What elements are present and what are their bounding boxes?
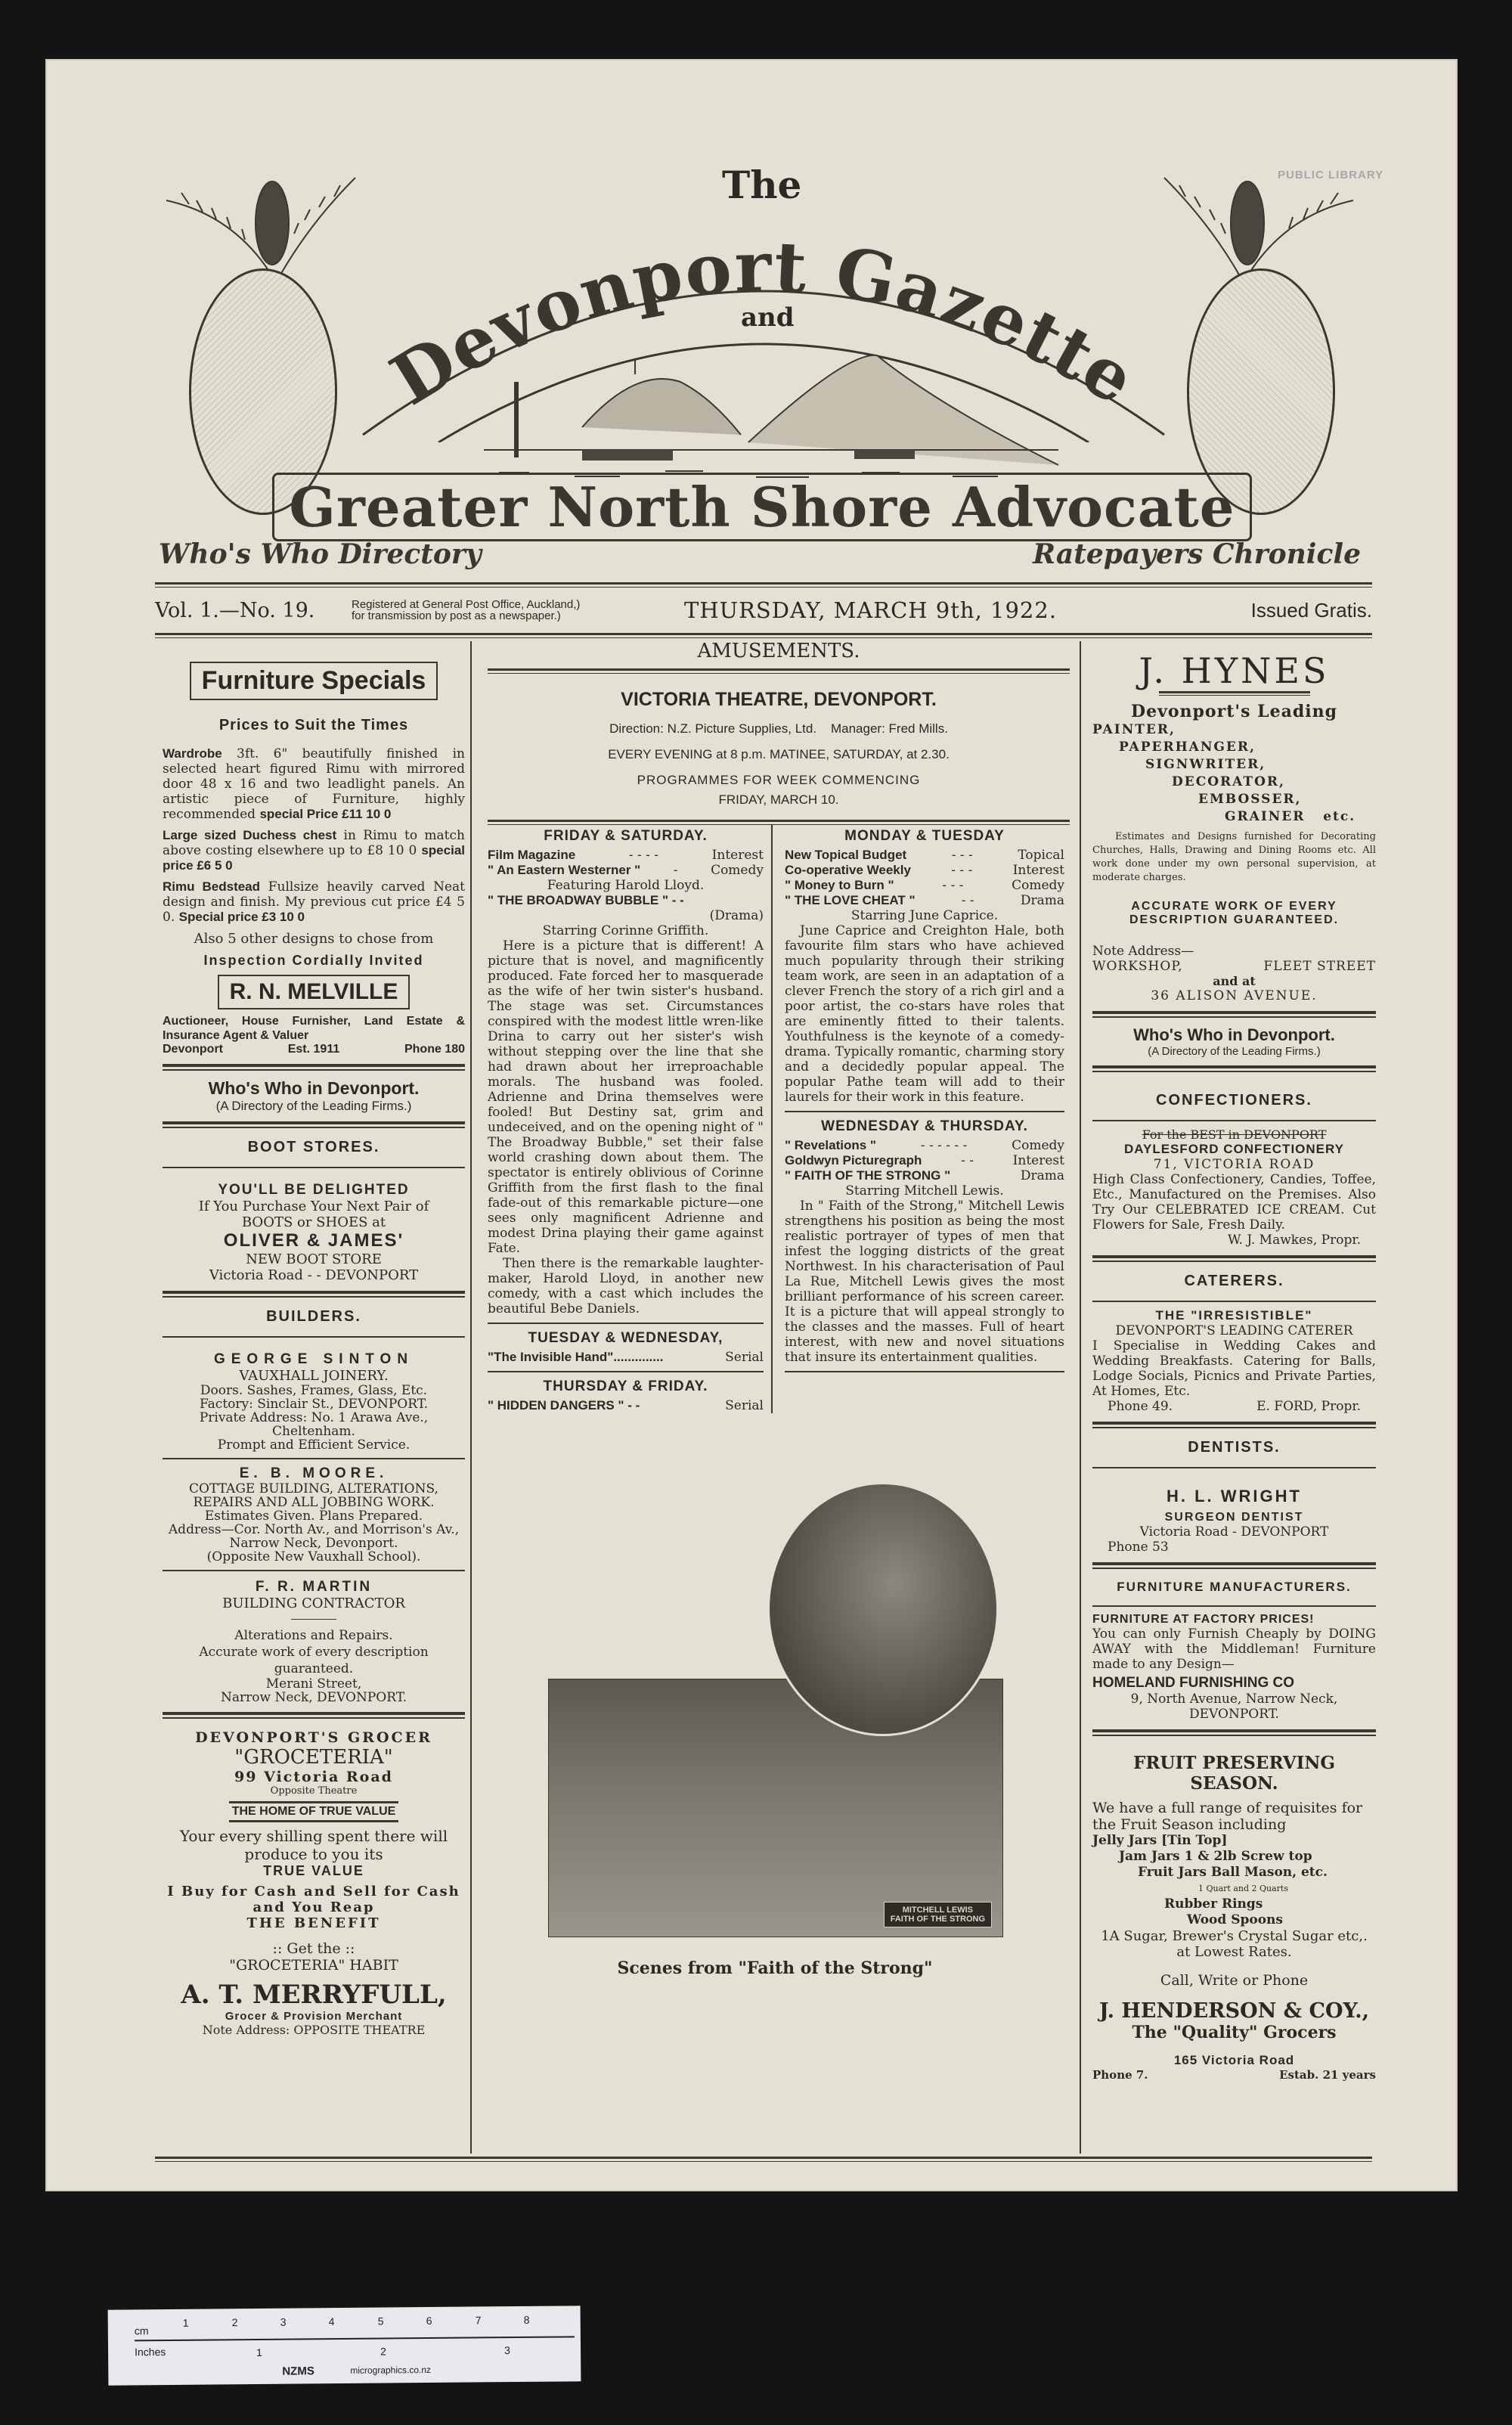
film-listing: " FAITH OF THE STRONG " Drama <box>785 1168 1064 1183</box>
film-listing: Goldwyn Picturegraph - - Interest <box>785 1153 1064 1168</box>
film-still-embrace-oval <box>767 1482 999 1736</box>
film-review: In " Faith of the Strong," Mitchell Lewis strengthens his position as being the most realistic portrayer of types of men that infest the logging districts of the great Northwest. In his characterisation of Paul La Rue, Mitchell Lewis gives the most brilliant performance of his screen career. It is a picture that will appeal strongly to the classes and the masses. Full of heart interest, with new and novel situations that insure its entertainment qualities. <box>785 1199 1064 1365</box>
issue-price: Issued Gratis. <box>1250 598 1372 622</box>
section-confectioners: CONFECTIONERS. <box>1156 1092 1312 1109</box>
whos-who-title: Who's Who in Devonport. <box>208 1078 420 1098</box>
section-boot-stores: BOOT STORES. <box>247 1139 380 1155</box>
divider <box>163 1570 465 1571</box>
divider <box>785 1111 1064 1112</box>
divider <box>1092 1729 1376 1736</box>
column-divider <box>1080 641 1081 2154</box>
column-divider <box>470 641 472 2154</box>
registration-notice: Registered at General Post Office, Auckland,) for transmission by post as a newspaper.) <box>352 598 581 622</box>
whos-who-title: Who's Who in Devonport. <box>1133 1025 1335 1044</box>
divider <box>1092 1467 1376 1468</box>
whos-who-subtitle: (A Directory of the Leading Firms.) <box>1148 1045 1321 1058</box>
programme-right: MONDAY & TUESDAY New Topical Budget - - - Topical Co-operative Weekly - - - Interest " Money to Burn " - - - Comedy " THE LOVE CHEAT " - - Drama Starring June Caprice. June Caprice and Creighton Hale, both favourite film stars who have achieved much popularity through their striking team work, are seen in an adaptation of a clever French the story of a rich girl and a poor artist, the co-stars have roles that are eminently fitted to their talents. Youthfulness is the keynote of a comedy-drama. Typically romantic, charming story and a decidedly popular appeal. The popular Pathe team will add to their laurels for their work in this feature. WEDNESDAY & THURSDAY. " Revelations " - - - - - - Comedy Goldwyn Picturegraph - - Interest " FAITH OF THE STRONG " Drama Starring Mitchell Lewis. In " Faith of the Strong," Mitchell Lewis strengthens his position as being the most realistic portrayer of types of men that infest the logging districts of the great Northwest. In his characterisation of Paul La Rue, Mitchell Lewis gives the most brilliant performance of his screen career. It is a picture that will appeal strongly to the classes and the masses. Full of heart interest, with new and novel situations that insure its entertainment qualities. <box>785 825 1064 1413</box>
furniture-tagline: Prices to Suit the Times <box>218 717 409 733</box>
sinton-ad: GEORGE SINTON VAUXHALL JOINERY. Doors. Sashes, Frames, Glass, Etc. Factory: Sinclair St., DEVONPORT. Private Address: No. 1 Arawa Ave., Cheltenham. Prompt and Efficient Service. <box>199 1351 429 1453</box>
film-review: June Caprice and Creighton Hale, both favourite film stars who have achieved much popularity through their striking team work, are seen in an adaptation of a clever French the story of a rich girl and a poor artist, the co-stars have roles that are eminently fitted to their talents. Youthfulness is the keynote of a comedy-drama. Typically romantic, charming story and a decidedly popular appeal. The popular Pathe team will add to their laurels for their work in this feature. <box>785 923 1064 1105</box>
left-column <box>163 635 465 2037</box>
masthead-the: The <box>722 163 802 207</box>
divider <box>488 1323 764 1324</box>
fern-bird-right-icon <box>1149 170 1361 284</box>
firm-melville: R. N. MELVILLE <box>218 975 411 1009</box>
divider <box>488 820 1070 825</box>
firm-hynes: J. HYNES <box>1139 650 1330 691</box>
theatre-name: VICTORIA THEATRE, DEVONPORT. <box>621 689 937 710</box>
masthead-banner: Greater North Shore Advocate <box>272 473 1252 541</box>
furniture-item: Wardrobe 3ft. 6" beautifully finished in selected heart figured Rimu with mirrored door 48 x 16 and two leadlight panels. An artistic piece of Furniture, highly recommended special Price £11 10 0 <box>163 746 465 822</box>
theatre-management: Direction: N.Z. Picture Supplies, Ltd. Manager: Fred Mills. <box>609 721 948 736</box>
show-times: EVERY EVENING at 8 p.m. MATINEE, SATURDAY, at 2.30. <box>608 747 950 761</box>
furniture-item: Rimu Bedstead Fullsize heavily carved Neat design and finish. My previous cut price £4 5 0. Special price £3 10 0 <box>163 879 466 925</box>
masthead-subtitle-left: Who's Who Directory <box>159 538 482 570</box>
divider <box>1092 1065 1376 1072</box>
section-amusements: AMUSEMENTS. <box>697 640 860 662</box>
film-listing: New Topical Budget - - - Topical <box>785 848 1064 863</box>
divider <box>155 582 1372 588</box>
programme-left: FRIDAY & SATURDAY. Film Magazine - - - - Interest " An Eastern Westerner " - Comedy Featuring Harold Lloyd. " THE BROADWAY BUBBLE " - - (Drama) Starring Corinne Griffith. Here is a picture that is different! A picture that is novel, and magnificently produced. Fate forced her to masquerade as the wife of her twin sister's husband. The stage was set. Circumstances conspired with the modest little wren-like Drina to carry out her sister's wish without stepping over the line that she had drawn about her irreproachable morals. The husband was fooled. Adrienne and Drina themselves were fooled! But Destiny sat, grim and undeceived, and on the opening night of " The Broadway Bubble," set their false world crashing down about them. The spectator is entirely oblivious of Corinne Griffith from the first flash to the final fade-out of this remarkable picture—one sees only magnificent Adrienne and modest Drina playing their game against Fate. Then there is the remarkable laughter-maker, Harold Lloyd, in another new comedy, with a cast which includes the beautiful Bebe Daniels. TUESDAY & WEDNESDAY, "The Invisible Hand".............. Serial THURSDAY & FRIDAY. " HIDDEN DANGERS " - - Serial <box>488 825 773 1413</box>
scale-ruler: cm Inches 1 2 3 4 5 6 7 8 1 2 3 NZMS micrographics.co.nz <box>108 2306 581 2385</box>
dateline-bar <box>155 582 1372 638</box>
film-listing: " THE LOVE CHEAT " - - Drama <box>785 893 1064 908</box>
divider <box>1092 1255 1376 1262</box>
film-listing: "The Invisible Hand".............. Serial <box>488 1350 764 1365</box>
furniture-specials-heading: Furniture Specials <box>190 662 438 700</box>
film-listing: " Revelations " - - - - - - Comedy <box>785 1138 1064 1153</box>
divider <box>1092 1562 1376 1569</box>
fruit-items: Jelly Jars [Tin Top] Jam Jars 1 & 2lb Screw top Fruit Jars Ball Mason, etc. 1 Quart and 2 Quarts Rubber Rings Wood Spoons <box>1092 1833 1328 1927</box>
amusements-column <box>480 635 1077 1978</box>
furniture-item: Large sized Duchess chest in Rimu to match above costing elsewhere up to £8 10 0 special price £6 5 0 <box>163 828 465 873</box>
programme-grid <box>480 825 1077 1413</box>
film-stills <box>548 1482 1002 2011</box>
furniture-invite: Inspection Cordially Invited <box>203 953 424 968</box>
film-listing: " Money to Burn " - - - Comedy <box>785 878 1064 893</box>
furniture-also: Also 5 other designs to chose from <box>194 931 434 947</box>
divider <box>488 1371 764 1372</box>
film-listing: Film Magazine - - - - Interest <box>488 848 764 863</box>
fruit-season-heading: FRUIT PRESERVING SEASON. <box>1132 1753 1336 1794</box>
feature-title: " THE BROADWAY BUBBLE " - - <box>488 893 684 907</box>
divider <box>785 1371 1064 1372</box>
divider <box>163 1458 465 1459</box>
section-caterers: CATERERS. <box>1184 1273 1284 1289</box>
film-listing: " HIDDEN DANGERS " - - Serial <box>488 1398 764 1413</box>
ruler-line <box>135 2336 575 2341</box>
hynes-trades: PAINTER, PAPERHANGER, SIGNWRITER, DECORATOR, EMBOSSER, GRAINER etc. <box>1092 722 1356 824</box>
svg-text:Devonport Gazette: Devonport Gazette <box>376 225 1151 421</box>
masthead <box>159 163 1361 571</box>
section-builders: BUILDERS. <box>266 1308 361 1325</box>
programmes-heading: PROGRAMMES FOR WEEK COMMENCING <box>637 773 921 787</box>
divider <box>163 1064 465 1071</box>
week-date: FRIDAY, MARCH 10. <box>718 792 839 807</box>
melville-contact: Devonport Est. 1911 Phone 180 <box>163 1043 465 1056</box>
divider <box>163 1712 465 1719</box>
right-column: J. HYNES Devonport's Leading PAINTER, PAPERHANGER, SIGNWRITER, DECORATOR, EMBOSSER, GRAINER etc. Estimates and Designs furnished for Decorating Churches, Halls, Drawing and Dining Rooms etc. All work done under my own personal supervision, at moderate charges. ACCURATE WORK OF EVERY DESCRIPTION GUARANTEED. Note Address— WORKSHOP, FLEET STREET and at 36 ALISON AVENUE. Who's Who in Devonport. (A Directory of the Leading Firms.) CONFECTIONERS. For the BEST in DEVONPORT DAYLESFORD CONFECTIONERY 71, VICTORIA ROAD High Class Confectionery, Candies, Toffee, Etc., Manufactured on the Premises. Also Try Our CELEBRATED ICE CREAM. Cut Flowers for Sale, Fresh Daily. W. J. Mawkes, Propr. CATERERS. THE "IRRESISTIBLE" DEVONPORT'S LEADING CATERER I Specialise in Wedding Cakes and Wedding Breakfasts. Catering for Balls, Lodge Socials, Picnics and Private Parties, At Homes, Etc. Phone 49. E. FORD, Propr. DENTISTS. H. L. WRIGHT SURGEON DENTIST Victoria Road - DEVONPORT Phone 53 FURNITURE MANUFACTURERS. FURNITURE AT FACTORY PRICES! You can only Furnish Cheaply by DOING AWAY with the Middleman! Furniture made to any Design— HOMELAND FURNISHING CO 9, North Avenue, Narrow Neck, DEVONPORT. FRUIT PRESERVING SEASON. We have a full range of requisites for the Fruit Season including Jelly Jars [Tin Top] Jam Jars 1 & 2lb Screw top Fruit Jars Ball Mason, etc. 1 Quart and 2 Quarts Rubber Rings Wood Spoons 1A Sugar, Brewer's Crystal Sugar etc,. at Lowest Rates. Call, Write or Phone J. HENDERSON & COY., The "Quality" Grocers 165 Victoria Road Phone 7. Estab. 21 years <box>1092 650 1376 2082</box>
film-review: Then there is the remarkable laughter-maker, Harold Lloyd, in another new comedy, with a cast which includes the beautiful Bebe Daniels. <box>488 1256 764 1316</box>
melville-description: Auctioneer, House Furnisher, Land Estate & Insurance Agent & Valuer <box>163 1015 465 1042</box>
divider <box>1092 1120 1376 1121</box>
henderson-name: J. HENDERSON & COY., <box>1098 1999 1370 2023</box>
issue-date: THURSDAY, MARCH 9th, 1922. <box>684 597 1058 623</box>
volume-number: Vol. 1.—No. 19. <box>155 598 315 622</box>
section-furniture-manufacturers: FURNITURE MANUFACTURERS. <box>1117 1580 1352 1594</box>
fern-bird-left-icon <box>159 170 370 284</box>
masthead-and: and <box>741 302 795 333</box>
divider <box>163 1167 465 1168</box>
divider <box>163 1291 465 1298</box>
masthead-subtitle-right: Ratepayers Chronicle <box>1033 538 1361 570</box>
divider <box>163 1336 465 1338</box>
harbour-scene-illustration <box>408 336 1089 495</box>
section-dentists: DENTISTS. <box>1188 1439 1281 1456</box>
film-listing: Co-operative Weekly - - - Interest <box>785 863 1064 878</box>
divider <box>1092 1422 1376 1428</box>
divider <box>1092 1011 1376 1018</box>
photo-caption: Scenes from "Faith of the Strong" <box>617 1958 933 1978</box>
whos-who-subtitle: (A Directory of the Leading Firms.) <box>215 1099 412 1113</box>
divider <box>488 668 1070 674</box>
title-card: MITCHELL LEWIS FAITH OF THE STRONG <box>884 1902 992 1927</box>
divider <box>1092 1605 1376 1607</box>
film-review: Here is a picture that is different! A picture that is novel, and magnificently produced. Fate forced her to masquerade as the wife of her twin sister's husband. The stage was set. Circumstances conspired with the modest little wren-like Drina to carry out her sister's wish without stepping over the line that she had drawn about her irreproachable morals. The husband was fooled. Adrienne and Drina themselves were fooled! But Destiny sat, grim and undeceived, and on the opening night of " The Broadway Bubble," set their false world crashing down about them. The spectator is entirely oblivious of Corinne Griffith from the first flash to the final fade-out of this remarkable picture—one sees only magnificent Adrienne and modest Drina playing their game against Fate. <box>488 938 764 1256</box>
groceteria-ad: DEVONPORT'S GROCER "GROCETERIA" 99 Victoria Road Opposite Theatre THE HOME OF TRUE VALUE Your every shilling spent there will produce to you its TRUE VALUE I Buy for Cash and Sell for Cash and You Reap THE BENEFIT :: Get the :: "GROCETERIA" HABIT A. T. MERRYFULL, Grocer & Provision Merchant Note Address: OPPOSITE THEATRE <box>167 1729 460 2037</box>
page-bottom-rule <box>155 2157 1372 2162</box>
divider <box>163 1121 465 1128</box>
moore-ad: E. B. MOORE. COTTAGE BUILDING, ALTERATIONS, REPAIRS AND ALL JOBBING WORK. Estimates Given. Plans Prepared. Address—Cor. North Av., and Morrison's Av., Narrow Neck, Devonport. (Opposite New Vauxhall School). <box>168 1465 460 1564</box>
oliver-james-ad: YOU'LL BE DELIGHTED If You Purchase Your Next Pair of BOOTS or SHOES at OLIVER & JAMES' NEW BOOT STORE Victoria Road - - DEVONPORT <box>198 1182 429 1283</box>
divider <box>1092 1301 1376 1302</box>
film-listing: " An Eastern Westerner " - Comedy <box>488 863 764 878</box>
martin-ad: F. R. MARTIN BUILDING CONTRACTOR Alterations and Repairs. Accurate work of every description guaranteed. Merani Street, Narrow Neck, DEVONPORT. <box>199 1579 429 1705</box>
library-stamp: PUBLIC LIBRARY <box>1278 169 1384 181</box>
